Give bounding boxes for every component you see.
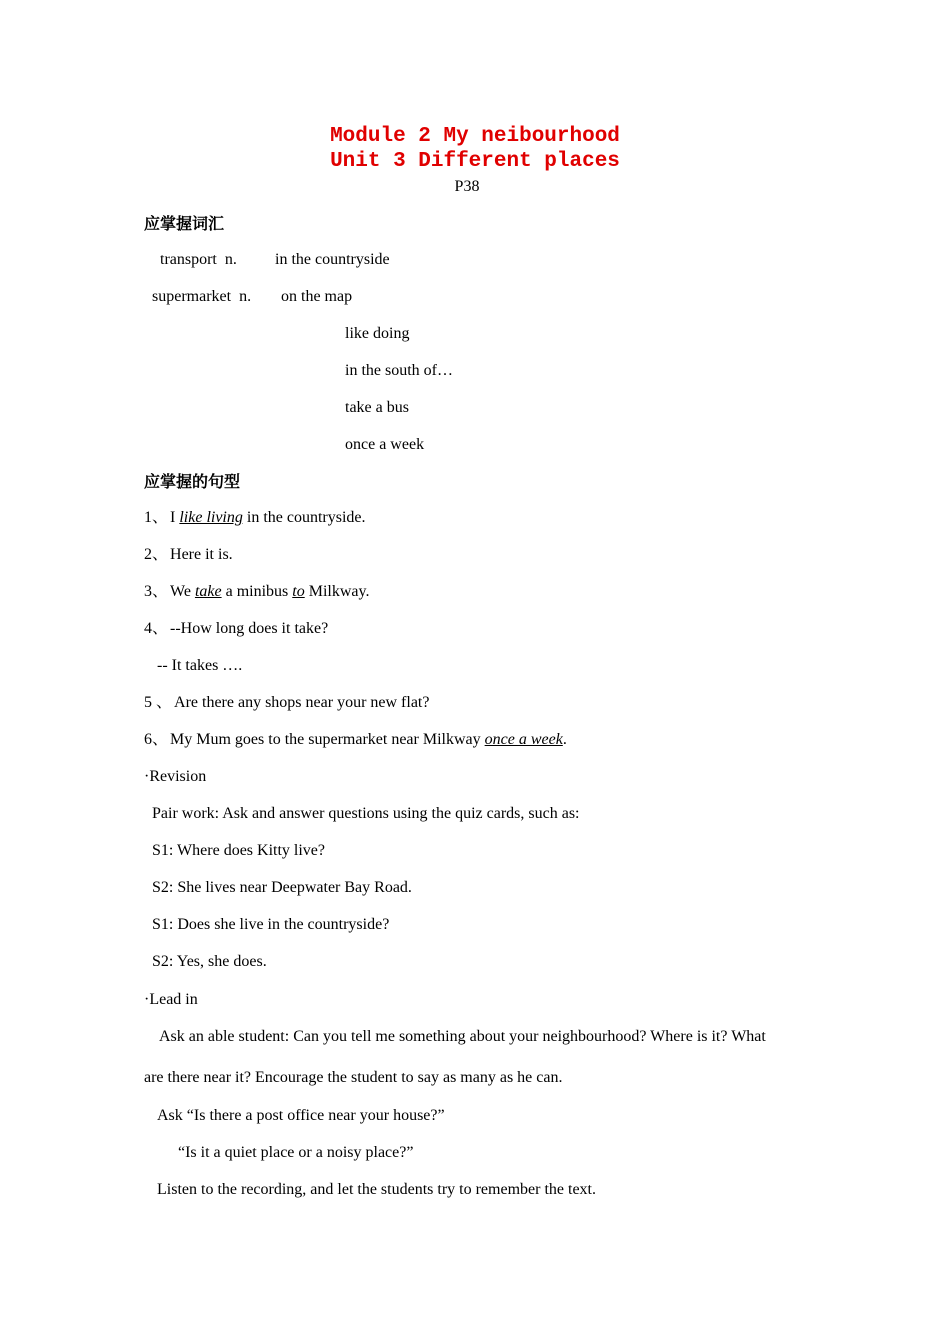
revision-line: Pair work: Ask and answer questions using the quiz cards, such as: bbox=[152, 805, 580, 822]
vocab-phrase: in the countryside bbox=[275, 251, 390, 268]
sentence-2: 2、 Here it is. bbox=[144, 546, 233, 563]
revision-line: S2: Yes, she does. bbox=[152, 953, 267, 970]
lead-in-ask-1: Ask “Is there a post office near your house?” bbox=[157, 1107, 445, 1124]
vocab-word-transport: transport n. bbox=[160, 251, 237, 268]
emphasis-text: like living bbox=[179, 509, 243, 526]
vocab-heading: 应掌握词汇 bbox=[144, 214, 225, 233]
revision-line: S1: Where does Kitty live? bbox=[152, 842, 325, 859]
title-module: Module 2 My neibourhood bbox=[330, 125, 620, 148]
lead-in-paragraph-line2: are there near it? Encourage the student to say as many as he can. bbox=[144, 1069, 563, 1086]
vocab-phrase: take a bus bbox=[345, 399, 409, 416]
revision-heading: ·Revision bbox=[144, 768, 207, 785]
emphasis-text: to bbox=[292, 583, 305, 600]
lead-in-paragraph-line1: Ask an able student: Can you tell me something about your neighbourhood? Where is it? What bbox=[159, 1028, 766, 1045]
vocab-word-supermarket: supermarket n. bbox=[152, 288, 252, 305]
sentences-heading: 应掌握的句型 bbox=[144, 472, 241, 491]
vocab-phrase: in the south of… bbox=[345, 362, 453, 379]
vocab-phrase: on the map bbox=[281, 288, 353, 305]
sentence-4: 4、 --How long does it take? bbox=[144, 620, 329, 637]
title-unit: Unit 3 Different places bbox=[330, 150, 620, 173]
sentence-5: 5 、 Are there any shops near your new flat? bbox=[144, 694, 430, 711]
emphasis-text: once a week bbox=[484, 731, 563, 748]
lead-in-ask-2: “Is it a quiet place or a noisy place?” bbox=[178, 1144, 414, 1161]
emphasis-text: take bbox=[194, 583, 222, 600]
revision-line: S1: Does she live in the countryside? bbox=[152, 916, 390, 933]
lead-in-listen: Listen to the recording, and let the students try to remember the text. bbox=[157, 1181, 596, 1198]
lead-in-heading: ·Lead in bbox=[144, 991, 198, 1008]
sentence-1: 1、 I like living in the countryside. bbox=[144, 509, 366, 526]
sentence-4-answer: -- It takes …. bbox=[157, 657, 243, 674]
page-ref: P38 bbox=[454, 178, 480, 195]
vocab-phrase: once a week bbox=[345, 436, 425, 453]
sentence-3: 3、 We take a minibus to Milkway. bbox=[144, 583, 370, 600]
revision-line: S2: She lives near Deepwater Bay Road. bbox=[152, 879, 412, 896]
vocab-phrase: like doing bbox=[345, 325, 410, 342]
sentence-6: 6、 My Mum goes to the supermarket near Milkway once a week. bbox=[144, 731, 567, 748]
